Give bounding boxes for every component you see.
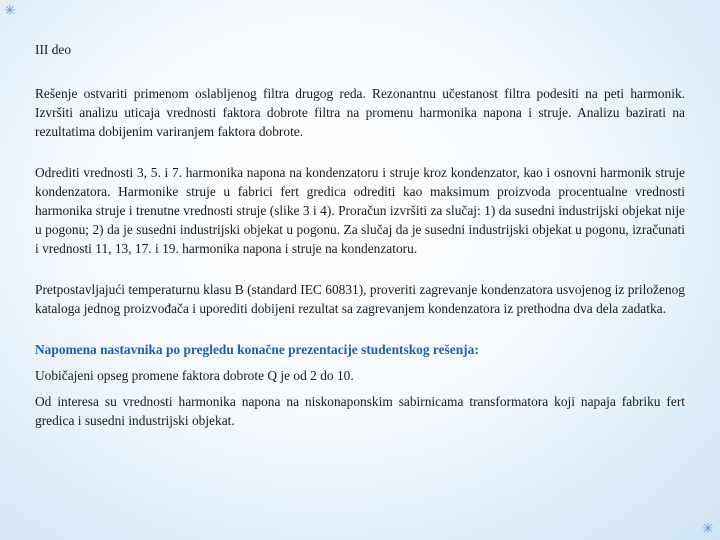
paragraph-harmonics-task: Odrediti vrednosti 3, 5. i 7. harmonika napona na kondenzatoru i struje kroz kondenzator, kao i osnovni harmonik struje kondenzatora. Harmonike struje u fabrici fert gredica odrediti kao maksimum proizvoda procentualne vrednosti harmonika struje i trenutne vrednosti struje (slike 3 i 4). Proračun izvršiti za slučaj: 1) da susedni industrijski objekat nije u pogonu; 2) da je susedni industrijski objekat u pogonu. Za slučaj da je susedni industrijski objekat u pogonu, izračunati i vrednosti 11, 13, 17. i 19. harmonika napona i struje na kondenzatoru. <box>35 165 685 256</box>
teacher-note-title: Napomena nastavnika po pregledu konačne prezentacije studentskog rešenja: <box>35 342 479 357</box>
corner-star-icon: ✳ <box>702 521 714 537</box>
teacher-note-q-range: Uobičajeni opseg promene faktora dobrote Q je od 2 do 10. <box>35 368 354 383</box>
paragraph-filter-solution: Rešenje ostvariti primenom oslabljenog filtra drugog reda. Rezonantnu učestanost filtra podesiti na peti harmonik. Izvršiti analizu uticaja vrednosti faktora dobrote filtra na promenu harmonika napona i struje. Analizu bazirati na rezultatima dobijenim variranjem faktora dobrote. <box>35 86 685 139</box>
paragraph-temperature-check: Pretpostavljajući temperaturnu klasu B (standard IEC 60831), proveriti zagrevanje kondenzatora usvojenog iz priloženog kataloga jednog proizvođača i uporediti dobijeni rezultat sa zagrevanjem kondenzatora iz prethodna dva dela zadatka. <box>35 282 685 316</box>
corner-star-icon: ✳ <box>4 3 16 19</box>
slide-heading: III deo <box>35 42 72 57</box>
slide-content <box>35 40 685 430</box>
teacher-note-voltage-harmonics: Od interesa su vrednosti harmonika napona na niskonaponskim sabirnicama transformatora koji napaja fabriku fert gredica i susedni industrijski objekat. <box>35 394 685 428</box>
